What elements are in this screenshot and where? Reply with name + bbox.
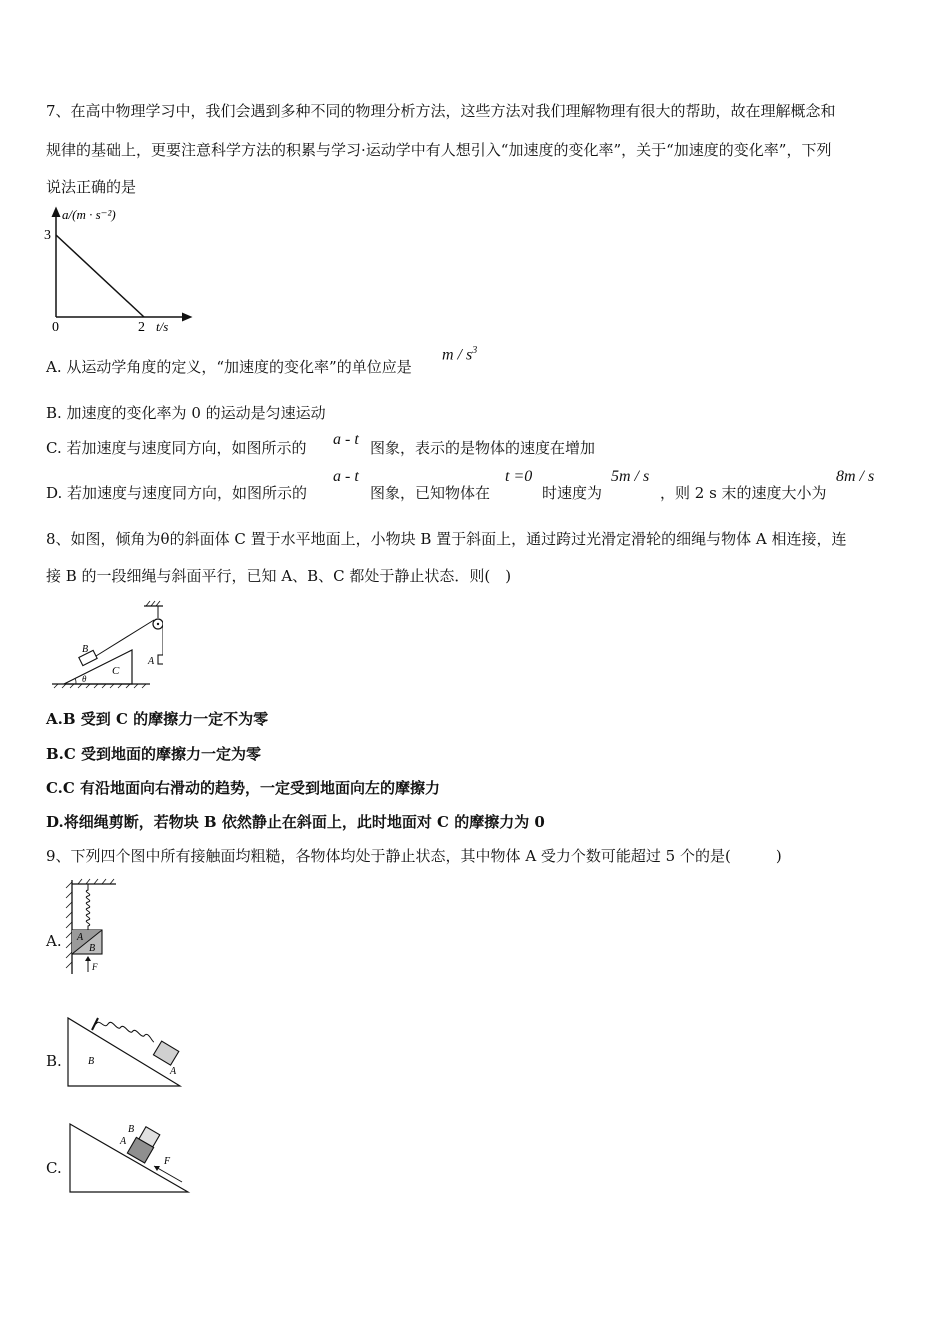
q9-figure-c <box>62 1118 194 1198</box>
q9-option-b-label: B. <box>46 1052 62 1070</box>
q8-option-a: A.B 受到 C 的摩擦力一定不为零 <box>46 710 269 728</box>
q8-incline-figure <box>48 600 163 692</box>
y-axis-label: a/(m · s⁻²) <box>62 207 116 222</box>
label-c: C <box>112 665 120 677</box>
q7-option-c: C. 若加速度与速度同方向，如图所示的 <box>46 439 307 457</box>
label-theta: θ <box>82 674 87 684</box>
label-b: B <box>89 943 96 954</box>
origin-label: 0 <box>52 320 59 335</box>
x-value-label: 2 <box>138 320 145 335</box>
q9-figure-a <box>64 876 130 976</box>
q7-stem-line1: 7、在高中物理学习中，我们会遇到多种不同的物理分析方法，这些方法对我们理解物理有很大的帮助，故在理解概念和 <box>46 102 836 120</box>
label-f: F <box>164 1156 171 1167</box>
q7-option-d-math4: 8m / s <box>836 468 875 485</box>
label-a: A <box>120 1136 127 1147</box>
q7-at-graph <box>40 205 200 337</box>
q9-figure-b <box>62 1010 188 1092</box>
label-a: A <box>170 1066 177 1077</box>
q7-option-b: B. 加速度的变化率为 0 的运动是匀速运动 <box>46 404 326 422</box>
q7-option-d-text1: 图象，已知物体在 <box>370 484 491 502</box>
label-b: B <box>88 1056 95 1067</box>
q8-stem-line2: 接 B 的一段细绳与斜面平行，已知 A、B、C 都处于静止状态．则( ) <box>46 567 512 585</box>
q8-option-b: B.C 受到地面的摩擦力一定为零 <box>46 745 262 763</box>
q7-option-c-math: a - t <box>333 431 359 448</box>
y-value-label: 3 <box>44 228 51 243</box>
q7-option-d-math2: t =0 <box>505 468 533 485</box>
block-a <box>158 655 163 664</box>
spring <box>96 1022 154 1042</box>
q7-option-d-math3: 5m / s <box>611 468 650 485</box>
block-a <box>153 1041 178 1065</box>
at-line <box>56 235 144 317</box>
x-axis-label: t/s <box>156 319 169 334</box>
label-b: B <box>82 644 89 655</box>
q7-stem-line3: 说法正确的是 <box>46 178 137 196</box>
q7-option-d-text2: 时速度为 <box>542 484 603 502</box>
q9-option-c-label: C. <box>46 1159 62 1177</box>
q8-option-d: D.将细绳剪断，若物块 B 依然静止在斜面上，此时地面对 C 的摩擦力为 0 <box>46 813 545 831</box>
q9-option-a-label: A. <box>46 932 62 950</box>
label-b: B <box>128 1124 135 1135</box>
q7-option-d-text3: ，则 2 s 末的速度大小为 <box>660 484 827 502</box>
q7-stem-line2: 规律的基础上，更要注意科学方法的积累与学习·运动学中有人想引入“加速度的变化率”，关于“加速度的变化率”，下列 <box>46 141 832 159</box>
q7-option-d: D. 若加速度与速度同方向，如图所示的 <box>46 484 308 502</box>
label-a: A <box>148 656 155 667</box>
label-a: A <box>77 932 84 943</box>
q7-option-a: A. 从运动学角度的定义，“加速度的变化率”的单位应是 <box>46 358 412 376</box>
spring <box>86 884 89 930</box>
q7-option-d-math1: a - t <box>333 468 359 485</box>
q8-stem-line1: 8、如图，倾角为θ的斜面体 C 置于水平地面上，小物块 B 置于斜面上，通过跨过光滑定滑轮的细绳与物体 A 相连接，连 <box>46 530 847 548</box>
q8-option-c: C.C 有沿地面向右滑动的趋势，一定受到地面向左的摩擦力 <box>46 779 441 797</box>
q9-stem: 9、下列四个图中所有接触面均粗糙，各物体均处于静止状态，其中物体 A 受力个数可能超过 5 个的是( ) <box>46 847 782 865</box>
q7-option-a-unit: m / $s^3$ <box>442 345 478 364</box>
q7-option-c-rest: 图象，表示的是物体的速度在增加 <box>370 439 596 457</box>
label-f: F <box>92 962 98 972</box>
